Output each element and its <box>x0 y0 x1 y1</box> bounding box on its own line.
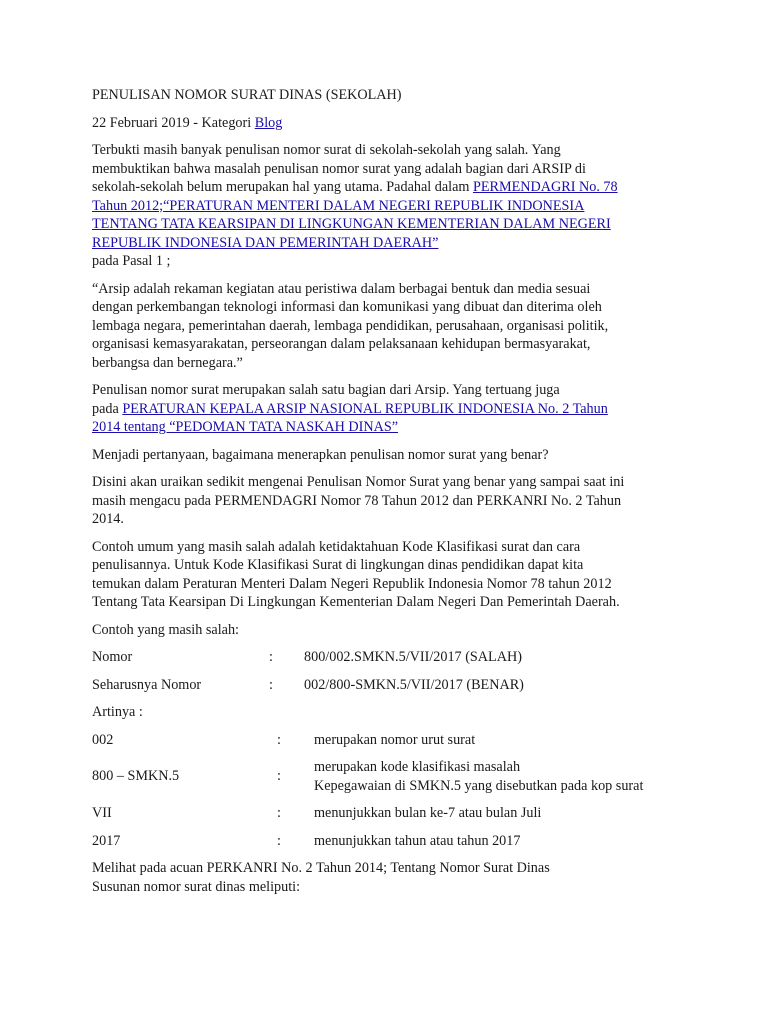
example-label: Seharusnya Nomor <box>92 676 202 693</box>
text-line: Susunan nomor surat dinas meliputi: <box>92 878 301 895</box>
example-label: Nomor <box>92 649 133 665</box>
example-row <box>92 676 692 695</box>
example-separator: : <box>269 676 273 693</box>
text-line: pada Pasal 1 ; <box>92 253 171 269</box>
text-line <box>92 215 692 234</box>
text-line <box>92 178 692 197</box>
text-line: masih mengacu pada PERMENDAGRI Nomor 78 Tahun 2012 dan PERKANRI No. 2 Tahun <box>92 492 622 509</box>
meaning-label: 2017 <box>92 832 121 849</box>
text-line <box>92 234 692 253</box>
meaning-separator: : <box>277 832 281 849</box>
meaning-value-line1: merupakan kode klasifikasi masalah <box>314 759 521 775</box>
meaning-separator: : <box>277 768 281 784</box>
post-date-prefix: 22 Februari 2019 - Kategori <box>92 114 255 131</box>
category-link[interactable]: Blog <box>254 114 283 131</box>
meaning-value-line2: Kepegawaian di SMKN.5 yang disebutkan pada kop surat <box>314 777 644 794</box>
example-value: 800/002.SMKN.5/VII/2017 (SALAH) <box>304 649 522 665</box>
intro-paragraph <box>92 141 692 271</box>
text-line: membuktikan bahwa masalah penulisan nomor surat yang adalah bagian dari ARSIP di <box>92 160 586 177</box>
closing-paragraph <box>92 859 692 896</box>
quote-paragraph <box>92 280 692 373</box>
text-line: Contoh umum yang masih salah adalah ketidaktahuan Kode Klasifikasi surat dan cara <box>92 538 581 555</box>
permendagri-link-cont[interactable]: Tahun 2012;“PERATURAN MENTERI DALAM NEGERI REPUBLIK INDONESIA <box>92 197 585 214</box>
text-span: sekolah-sekolah belum merupakan hal yang utama. Padahal dalam <box>92 179 473 195</box>
permendagri-link-cont[interactable]: TENTANG TATA KEARSIPAN DI LINGKUNGAN KEMENTERIAN DALAM NEGERI <box>92 216 611 232</box>
meaning-separator: : <box>277 805 281 821</box>
meaning-value: merupakan nomor urut surat <box>314 731 476 748</box>
meaning-label: 002 <box>92 731 114 748</box>
text-line: Penulisan nomor surat merupakan salah satu bagian dari Arsip. Yang tertuang juga <box>92 382 560 398</box>
text-line <box>92 400 692 419</box>
meaning-label: VII <box>92 805 112 821</box>
question-paragraph: Menjadi pertanyaan, bagaimana menerapkan penulisan nomor surat yang benar? <box>92 446 549 463</box>
example-row <box>92 648 692 667</box>
explanation-paragraph <box>92 473 692 529</box>
text-line: Terbukti masih banyak penulisan nomor surat di sekolah-sekolah yang salah. Yang <box>92 142 561 158</box>
text-line: 2014. <box>92 511 124 527</box>
text-line: penulisannya. Untuk Kode Klasifikasi Surat di lingkungan dinas pendidikan dapat kita <box>92 557 584 573</box>
text-line: Melihat pada acuan PERKANRI No. 2 Tahun 2014; Tentang Nomor Surat Dinas <box>92 860 550 876</box>
arsip-paragraph <box>92 381 692 437</box>
text-line: “Arsip adalah rekaman kegiatan atau peristiwa dalam berbagai bentuk dan media sesuai <box>92 280 591 297</box>
example-separator: : <box>269 649 273 665</box>
text-line: berbangsa dan bernegara.” <box>92 354 243 371</box>
meaning-label: 800 – SMKN.5 <box>92 768 180 784</box>
page-title: PENULISAN NOMOR SURAT DINAS (SEKOLAH) <box>92 87 402 103</box>
text-line: temukan dalam Peraturan Menteri Dalam Negeri Republik Indonesia Nomor 78 tahun 2012 <box>92 575 612 592</box>
permendagri-link-cont[interactable]: REPUBLIK INDONESIA DAN PEMERINTAH DAERAH” <box>92 234 439 251</box>
meaning-row <box>92 758 692 795</box>
example-value: 002/800-SMKN.5/VII/2017 (BENAR) <box>304 676 524 693</box>
meaning-row <box>92 832 692 851</box>
text-line <box>92 197 692 216</box>
post-meta <box>92 114 692 133</box>
text-line: dengan perkembangan teknologi informasi dan komunikasi yang dibuat dan diterima oleh <box>92 299 602 315</box>
permendagri-link[interactable]: PERMENDAGRI No. 78 <box>472 179 618 195</box>
meaning-value: menunjukkan tahun atau tahun 2017 <box>314 832 521 849</box>
text-line: Tentang Tata Kearsipan Di Lingkungan Kementerian Dalam Negeri Dan Pemerintah Daerah. <box>92 594 620 610</box>
document-page <box>92 86 692 896</box>
text-span: pada <box>92 400 123 417</box>
meaning-heading: Artinya : <box>92 704 143 720</box>
meaning-separator: : <box>277 731 281 748</box>
perka-anri-link[interactable]: PERATURAN KEPALA ARSIP NASIONAL REPUBLIK INDONESIA No. 2 Tahun <box>122 400 608 417</box>
meaning-value: menunjukkan bulan ke-7 atau bulan Juli <box>314 805 542 821</box>
classification-paragraph <box>92 538 692 612</box>
text-line: Disini akan uraikan sedikit mengenai Penulisan Nomor Surat yang benar yang sampai saat ini <box>92 474 625 490</box>
text-line: lembaga negara, pemerintahan daerah, lembaga pendidikan, perusahaan, organisasi politik, <box>92 317 609 334</box>
text-line <box>92 418 692 437</box>
perka-anri-link-cont[interactable]: 2014 tentang “PEDOMAN TATA NASKAH DINAS” <box>92 419 399 435</box>
example-heading: Contoh yang masih salah: <box>92 621 239 638</box>
meaning-row <box>92 731 692 750</box>
meaning-row <box>92 804 692 823</box>
text-line: organisasi kemasyarakatan, perseorangan dalam pelaksanaan kehidupan bermasyarakat, <box>92 336 591 352</box>
